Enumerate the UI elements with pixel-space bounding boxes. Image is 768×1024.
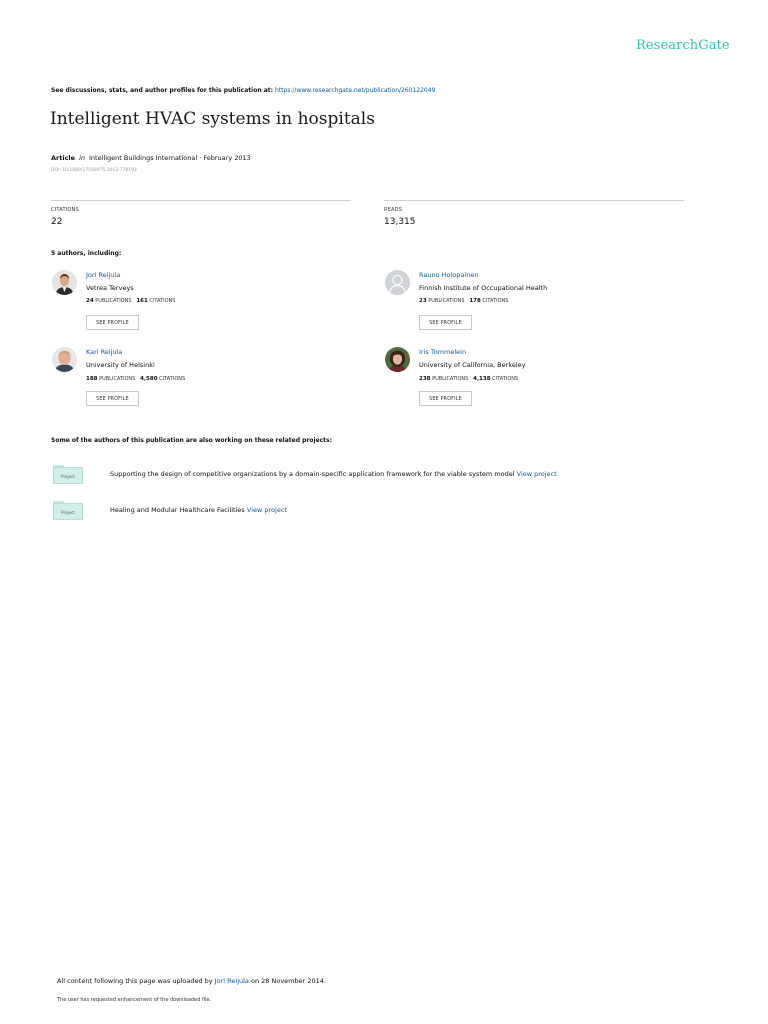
view-project-link[interactable]: View project (516, 470, 557, 478)
author-photo-icon (52, 347, 77, 372)
see-profile-button[interactable]: SEE PROFILE (86, 315, 139, 330)
article-type: Article (51, 154, 76, 162)
project-title: Healing and Modular Healthcare Facilities (110, 506, 245, 514)
publication-url-link[interactable]: https://www.researchgate.net/publication/260122049 (274, 87, 436, 94)
article-in-word: in (79, 154, 85, 162)
avatar[interactable] (52, 270, 77, 295)
discussion-line (51, 87, 435, 94)
citations-label: CITATIONS (482, 298, 509, 304)
publications-count: 188 (86, 376, 98, 382)
avatar[interactable] (52, 347, 77, 372)
publication-title: Intelligent HVAC systems in hospitals (50, 109, 375, 129)
publications-label: PUBLICATIONS (99, 376, 136, 382)
discussion-text: See discussions, stats, and author profiles for this publication at: (51, 87, 274, 94)
author-stats (86, 298, 175, 304)
author-name[interactable]: Jori Reijula (86, 271, 121, 279)
authors-heading: 5 authors, including: (51, 250, 122, 257)
project-item (110, 506, 287, 514)
author-stats (419, 376, 518, 382)
see-profile-button[interactable]: SEE PROFILE (86, 391, 139, 406)
citations-label: CITATIONS (492, 376, 519, 382)
author-photo-icon (52, 270, 77, 295)
project-title: Supporting the design of competitive organizations by a domain-specific application framework for the viable system model (110, 470, 515, 478)
see-profile-button[interactable]: SEE PROFILE (419, 391, 472, 406)
upload-info (57, 977, 326, 985)
citations-rule (51, 200, 351, 201)
project-icon-label: Project (61, 510, 75, 515)
author-name[interactable]: Rauno Holopainen (419, 271, 479, 279)
view-project-link[interactable]: View project (246, 506, 287, 514)
author-stats (86, 376, 185, 382)
upload-prefix: All content following this page was uploaded by (57, 977, 213, 985)
article-meta (51, 154, 251, 162)
author-institution: University of California, Berkeley (419, 361, 526, 369)
author-photo-icon (385, 347, 410, 372)
related-projects-heading: Some of the authors of this publication are also working on these related projects: (51, 437, 332, 444)
citations-count: 178 (469, 298, 481, 304)
folder-icon (53, 464, 83, 484)
publications-label: PUBLICATIONS (432, 376, 469, 382)
citations-label: CITATIONS (149, 298, 176, 304)
publications-count: 23 (419, 298, 427, 304)
reads-rule (384, 200, 684, 201)
upload-date: on 28 November 2014. (251, 977, 326, 985)
publications-count: 24 (86, 298, 94, 304)
project-folder-icon[interactable] (53, 464, 83, 484)
project-item (110, 470, 557, 478)
researchgate-logo[interactable]: ResearchGate (636, 38, 730, 53)
avatar[interactable] (385, 270, 410, 295)
citations-label: CITATIONS (51, 207, 79, 213)
project-folder-icon[interactable] (53, 500, 83, 520)
author-stats (419, 298, 508, 304)
default-user-icon (385, 270, 410, 295)
author-name[interactable]: Kari Reijula (86, 348, 123, 356)
citations-count: 4,580 (140, 376, 158, 382)
reads-value: 13,315 (384, 217, 416, 227)
article-doi: DOI: 10.1080/17508975.2013.778192 (51, 168, 137, 173)
folder-icon (53, 500, 83, 520)
article-venue: Intelligent Buildings International · February 2013 (89, 154, 251, 162)
reads-label: READS (384, 207, 403, 213)
enhancement-note: The user has requested enhancement of the downloaded file. (57, 997, 212, 1003)
author-institution: University of Helsinki (86, 361, 155, 369)
author-institution: Finnish Institute of Occupational Health (419, 284, 548, 292)
citations-count: 4,138 (473, 376, 491, 382)
publications-label: PUBLICATIONS (95, 298, 132, 304)
citations-count: 161 (136, 298, 148, 304)
publications-label: PUBLICATIONS (428, 298, 465, 304)
citations-value: 22 (51, 217, 63, 227)
citations-label: CITATIONS (159, 376, 186, 382)
uploader-link[interactable]: Jori Reijula (214, 977, 249, 985)
author-name[interactable]: Iris Tommelein (419, 348, 467, 356)
avatar[interactable] (385, 347, 410, 372)
publications-count: 238 (419, 376, 431, 382)
see-profile-button[interactable]: SEE PROFILE (419, 315, 472, 330)
project-icon-label: Project (61, 474, 75, 479)
author-institution: Vetrea Terveys (86, 284, 134, 292)
